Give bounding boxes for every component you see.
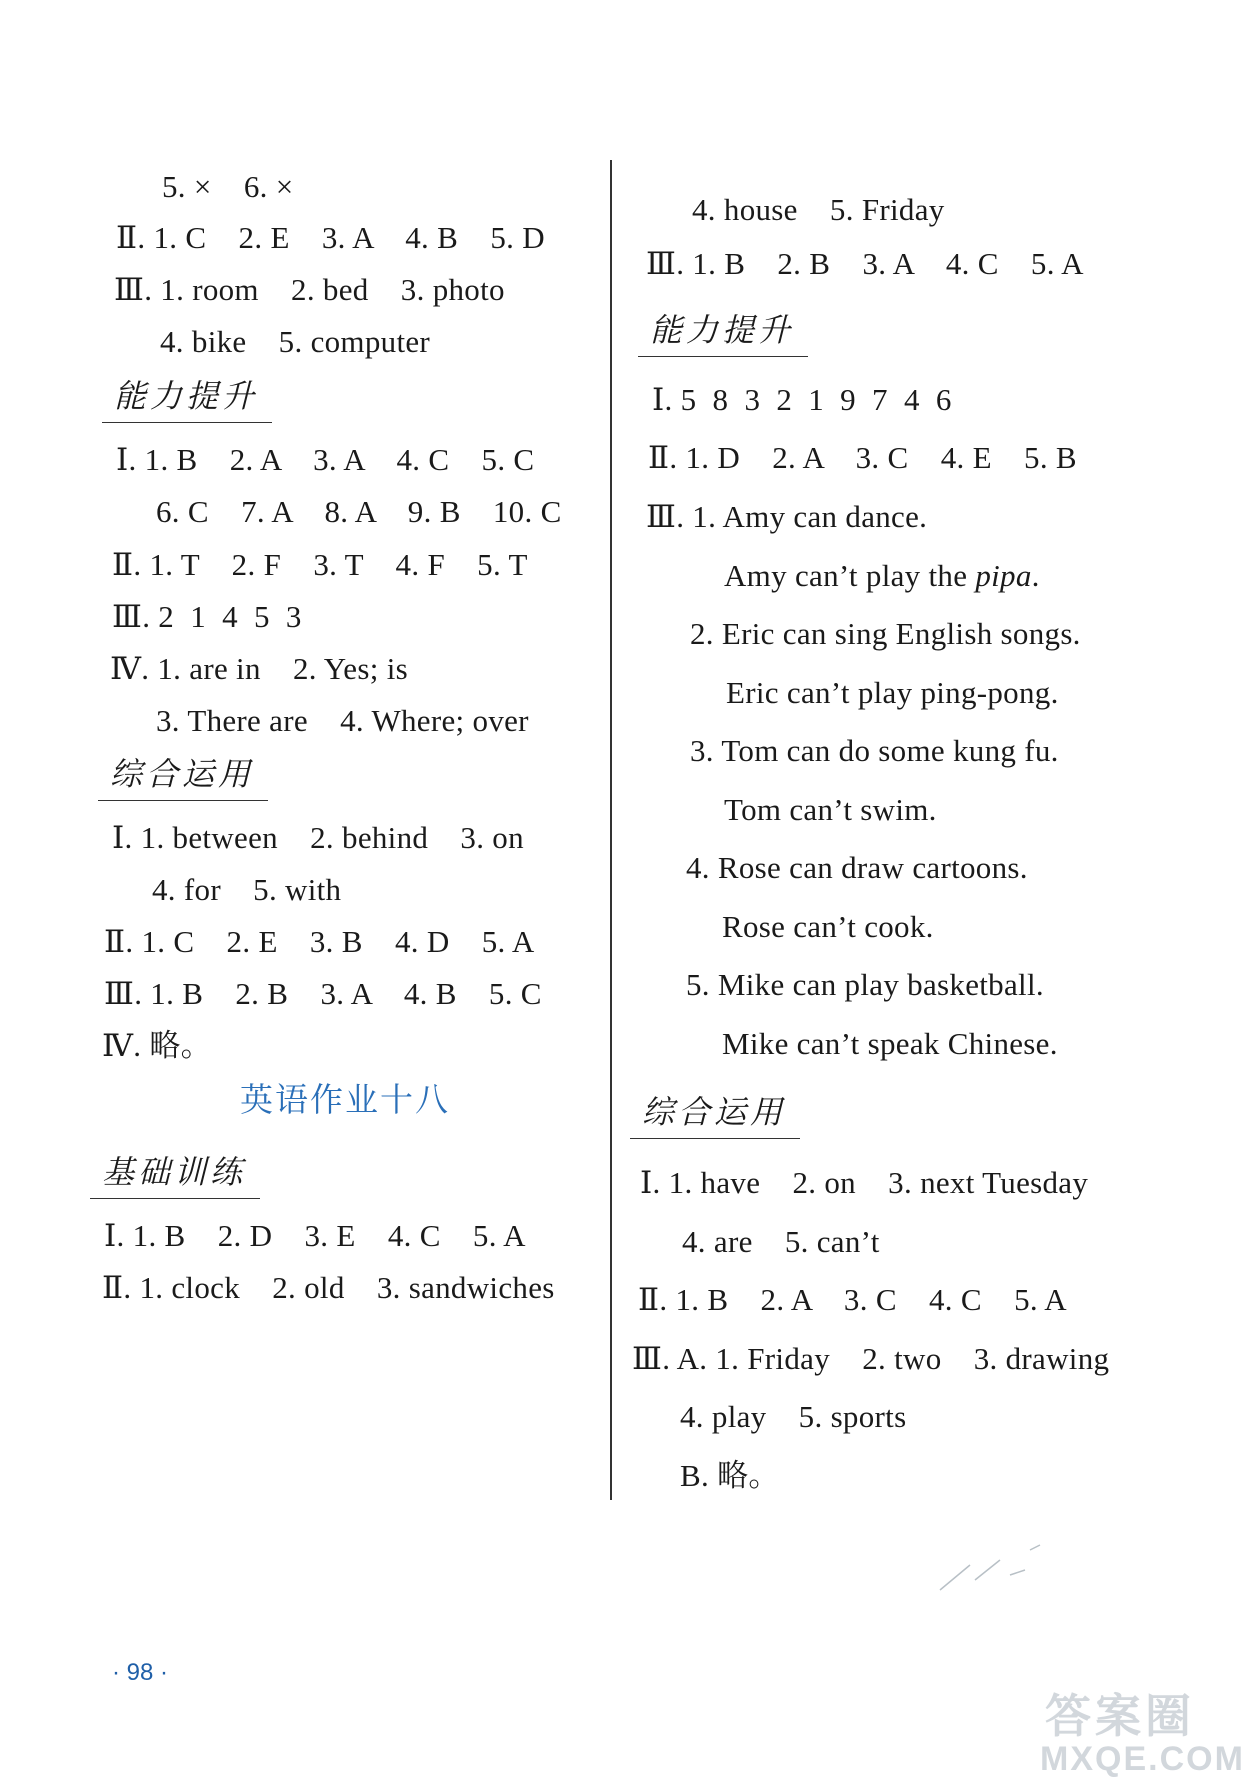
answer-line: 2. Eric can sing English songs. [690, 616, 1081, 651]
answer-line: Tom can’t swim. [724, 792, 937, 827]
answer-line: Ⅱ. 1. T 2. F 3. T 4. F 5. T [112, 547, 528, 582]
answer-line: 4. for 5. with [152, 872, 342, 907]
answer-line: 6. C 7. A 8. A 9. B 10. C [156, 494, 562, 529]
answer-line: 5. × 6. × [162, 169, 294, 204]
answer-line: Ⅱ. 1. B 2. A 3. C 4. C 5. A [638, 1282, 1067, 1317]
answer-line: Ⅱ. 1. clock 2. old 3. sandwiches [102, 1270, 555, 1305]
heading-ability-improvement: 能力提升 [638, 308, 808, 357]
answer-line: Ⅱ. 1. C 2. E 3. A 4. B 5. D [116, 220, 545, 255]
watermark-url: MXQE.COM [1040, 1740, 1245, 1778]
heading-ability-improvement: 能力提升 [102, 374, 272, 423]
answer-line: Ⅲ. 1. room 2. bed 3. photo [114, 272, 505, 307]
answer-line: 4. bike 5. computer [160, 324, 431, 359]
answer-line: Ⅲ. A. 1. Friday 2. two 3. drawing [632, 1341, 1110, 1376]
answer-line: Ⅰ. 1. between 2. behind 3. on [112, 820, 524, 855]
heading-comprehensive-application: 综合运用 [630, 1090, 800, 1139]
section-title: 英语作业十八 [240, 1080, 450, 1119]
answer-line: 3. There are 4. Where; over [156, 703, 529, 738]
answer-line: Rose can’t cook. [722, 909, 934, 944]
answer-line: 3. Tom can do some kung fu. [690, 733, 1059, 768]
answer-line: 5. Mike can play basketball. [686, 967, 1044, 1002]
column-divider [610, 160, 612, 1500]
faint-pencil-marks [930, 1520, 1050, 1610]
answer-line: 4. house 5. Friday [692, 192, 945, 227]
answer-line: Ⅱ. 1. D 2. A 3. C 4. E 5. B [648, 440, 1077, 475]
watermark-logo: 答案圈 [1045, 1689, 1195, 1743]
answer-line: Ⅲ. 1. B 2. B 3. A 4. C 5. A [646, 246, 1084, 281]
answer-line: Mike can’t speak Chinese. [722, 1026, 1058, 1061]
answer-line: Ⅰ. 5 8 3 2 1 9 7 4 6 [652, 382, 952, 417]
answer-line: Ⅲ. 1. B 2. B 3. A 4. B 5. C [104, 976, 542, 1011]
answer-line: Ⅲ. 1. Amy can dance. [646, 499, 928, 534]
answer-line: B. 略。 [680, 1458, 780, 1493]
answer-line: Ⅳ. 略。 [102, 1028, 212, 1063]
answer-line: Ⅲ. 2 1 4 5 3 [112, 599, 302, 634]
answer-line: 4. play 5. sports [680, 1399, 907, 1434]
page-number: · 98 · [112, 1659, 169, 1686]
answer-line: Ⅰ. 1. have 2. on 3. next Tuesday [640, 1165, 1089, 1200]
heading-comprehensive-application: 综合运用 [98, 752, 268, 801]
answer-line: Eric can’t play ping-pong. [726, 675, 1059, 710]
answer-line: Ⅳ. 1. are in 2. Yes; is [110, 651, 408, 686]
answer-line: Amy can’t play the pipa. [724, 558, 1040, 593]
answer-line: 4. are 5. can’t [682, 1224, 880, 1259]
answer-line: 4. Rose can draw cartoons. [686, 850, 1028, 885]
answer-line: Ⅰ. 1. B 2. D 3. E 4. C 5. A [104, 1218, 526, 1253]
answer-line: Ⅱ. 1. C 2. E 3. B 4. D 5. A [104, 924, 535, 959]
heading-basic-training: 基础训练 [90, 1150, 260, 1199]
answer-line: Ⅰ. 1. B 2. A 3. A 4. C 5. C [116, 442, 535, 477]
